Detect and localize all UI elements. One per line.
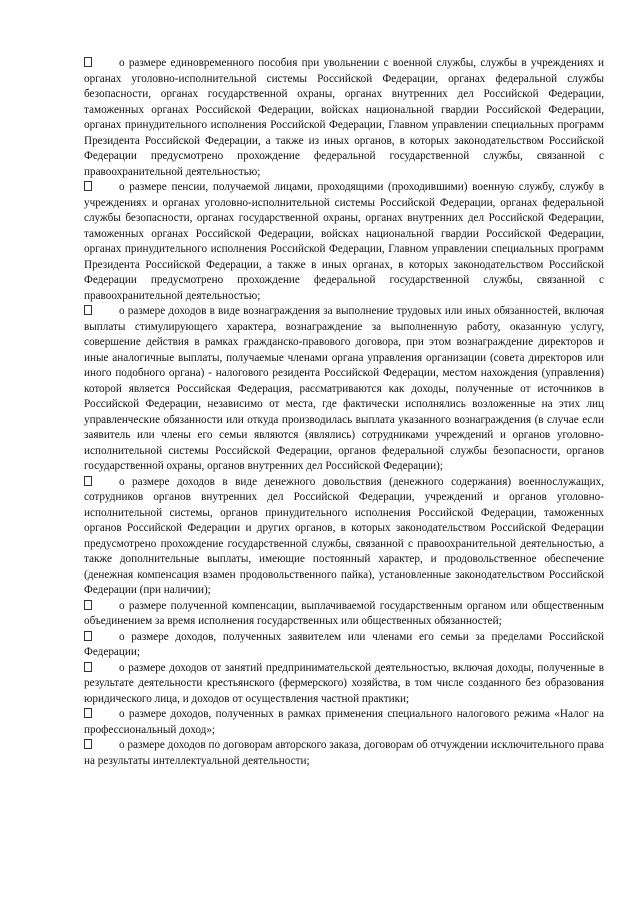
list-item [84,738,604,769]
list-item-text: о размере полученной компенсации, выплачиваемой государственным органом или общественным объединением за время исполнения государственных или общественных обязанностей; [84,599,604,627]
list-item [84,630,604,661]
list-item-text: о размере доходов, полученных заявителем или членами его семьи за пределами Российской Федерации; [84,630,604,658]
list-item-text: о размере доходов в виде вознаграждения за выполнение трудовых или иных обязанностей, включая выплаты стимулирующего характера, вознаграждение за выполненную работу, оказанную услугу, совершение действия в рамках гражданско-правового договора, при этом вознаграждение директоров и иные аналогичные выплаты, получаемые членами органа управления организации (совета директоров или иного подобного органа) - налогового резидента Российской Федерации, местом нахождения (управления) которой является Российская Федерация, рассматриваются как доходы, полученные от источников в Российской Федерации, независимо от места, где фактически исполнялись возложенные на этих лиц управленческие обязанности или откуда производилась выплата указанного вознаграждения (в случае если заявитель или члены его семьи являются (являлись) сотрудниками учреждений и органов уголовно-исполнительной системы Российской Федерации, органов федеральной службы безопасности, органов государственной охраны, органов внутренних дел Российской Федерации); [84,305,604,472]
list-item-text: о размере единовременного пособия при увольнении с военной службы, службы в учреждениях и органах уголовно-исполнительной системы Российской Федерации, органах федеральной службы безопасности, органах государственной охраны, органах внутренних дел Российской Федерации, таможенных органах Российской Федерации, войсках национальной гвардии Российской Федерации, органах принудительного исполнения Российской Федерации, Главном управлении специальных программ Президента Российской Федерации, а также из иных органов, в которых законодательством Российской Федерации предусмотрено прохождение федеральной государственной службы, связанной с правоохранительной деятельностью; [84,57,604,178]
bullet-icon [84,662,92,672]
list-item-text: о размере доходов, полученных в рамках применения специального налогового режима «Налог на профессиональный доход»; [84,708,604,736]
list-item [84,599,604,630]
bullet-icon [84,631,92,641]
list-item-text: о размере доходов по договорам авторского заказа, договорам об отчуждении исключительного права на результаты интеллектуальной деятельности; [84,739,604,767]
bullet-icon [84,708,92,718]
list-item [84,304,604,475]
list-item [84,180,604,304]
list-item [84,661,604,708]
bullet-icon [84,181,92,191]
list-item-text: о размере пенсии, получаемой лицами, проходящими (проходившими) военную службу, службу в учреждениях и органах уголовно-исполнительной системы Российской Федерации, органах федеральной службы безопасности, органах государственной охраны, органах внутренних дел Российской Федерации, таможенных органах Российской Федерации, войсках национальной гвардии Российской Федерации, органах принудительного исполнения Российской Федерации, Главном управлении специальных программ Президента Российской Федерации, а также в иных органах, в которых законодательством Российской Федерации предусмотрено прохождение федеральной государственной службы, связанной с правоохранительной деятельностью; [84,181,604,302]
list-item-text: о размере доходов в виде денежного довольствия (денежного содержания) военнослужащих, сотрудников органов внутренних дел Российской Федерации, учреждений и органов уголовно-исполнительной системы, органов принудительного исполнения Российской Федерации, таможенных органов Российской Федерации и других органов, в которых законодательством Российской Федерации предусмотрено прохождение государственной службы, связанной с правоохранительной деятельностью, а также дополнительные выплаты, имеющие постоянный характер, и продовольственное обеспечение (денежная компенсация взамен продовольственного пайка), установленные законодательством Российской Федерации (при наличии); [84,475,604,596]
list-item [84,707,604,738]
bullet-icon [84,57,92,67]
bullet-icon [84,305,92,315]
list-item [84,56,604,180]
document-page [84,56,604,769]
bullet-icon [84,600,92,610]
list-item [84,475,604,599]
list-item-text: о размере доходов от занятий предпринимательской деятельностью, включая доходы, полученные в результате деятельности крестьянского (фермерского) хозяйства, в том числе созданного без образования юридического лица, и доходов от осуществления частной практики; [84,661,604,705]
bullet-icon [84,476,92,486]
bullet-icon [84,739,92,749]
